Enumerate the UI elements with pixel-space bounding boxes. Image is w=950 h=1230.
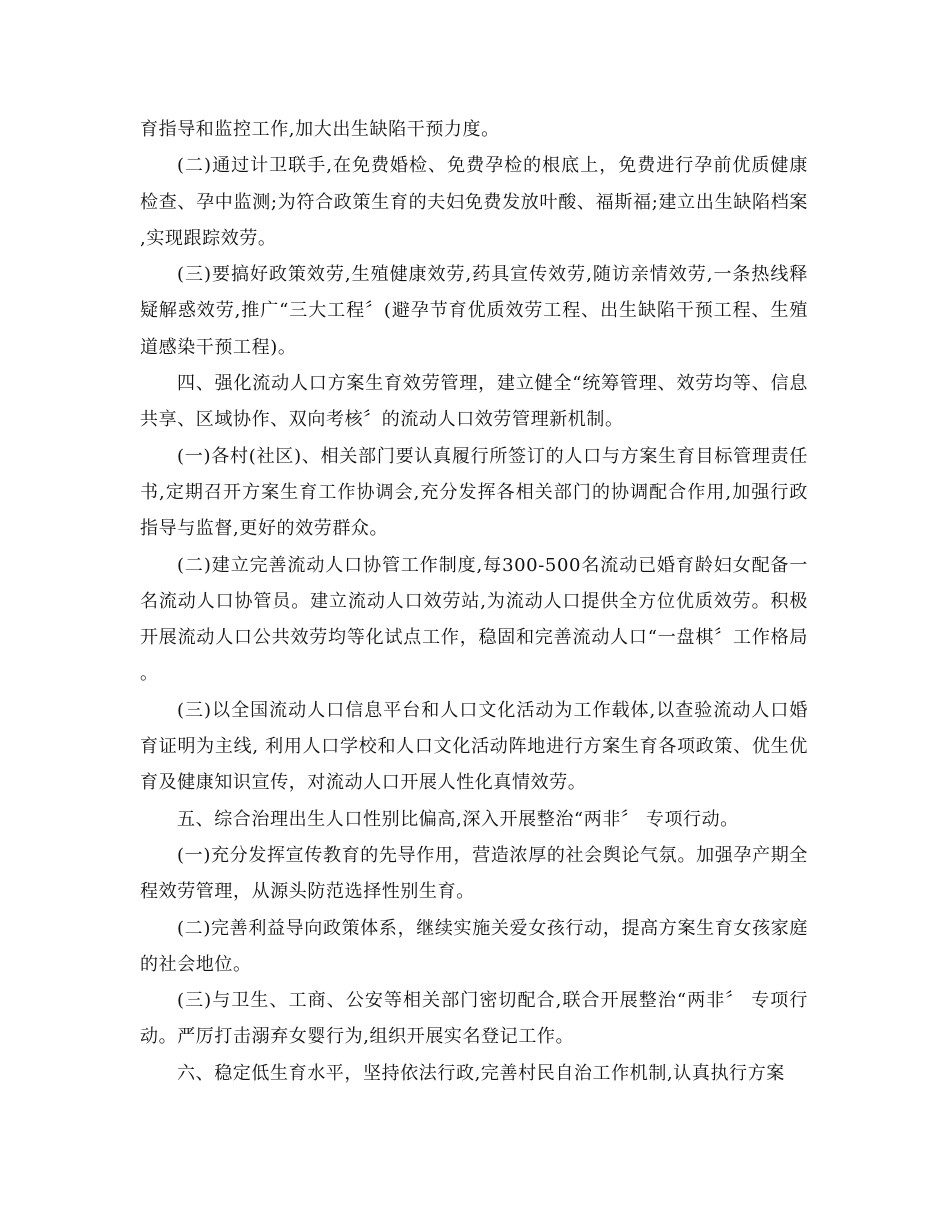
paragraph-item-2-policy-system: (二)完善利益导向政策体系，继续实施关爱女孩行动，提高方案生育女孩家庭的社会地位。 xyxy=(140,917,808,975)
paragraph-item-2-free-checkups: (二)通过计卫联手,在免费婚检、免费孕检的根底上，免费进行孕前优质健康检查、孕中监测;为符合政策生育的夫妇免费发放叶酸、福斯福;建立出生缺陷档案,实现跟踪效劳。 xyxy=(140,155,808,249)
section-heading-5-sex-ratio: 五、综合治理出生人口性别比偏高,深入开展整治“两非〞 专项行动。 xyxy=(177,808,739,830)
paragraph-item-3-information-platform: (三)以全国流动人口信息平台和人口文化活动为工作载体,以查验流动人口婚育证明为主线, 利用人口学校和人口文化活动阵地进行方案生育各项政策、优生优育及健康知识宣传，对流动人口开展人性化真情效劳。 xyxy=(140,699,808,794)
paragraph-item-3-joint-action: (三)与卫生、工商、公安等相关部门密切配合,联合开展整治“两非〞 专项行动。严厉打击溺弃女婴行为,组织开展实名登记工作。 xyxy=(140,990,808,1048)
paragraph-item-1-publicity: (一)充分发挥宣传教育的先导作用，营造浓厚的社会舆论气氛。加强孕产期全程效劳管理，从源头防范选择性别生育。 xyxy=(140,844,808,903)
section-heading-6-low-fertility: 六、稳定低生育水平，坚持依法行政,完善村民自治工作机制,认真执行方案 xyxy=(177,1062,785,1084)
document-page xyxy=(140,112,808,1092)
paragraph-item-1-responsibility: (一)各村(社区)、相关部门要认真履行所签订的人口与方案生育目标管理责任书,定期召开方案生育工作协调会,充分发挥各相关部门的协调配合作用,加强行政指导与监督,更好的效劳群众。 xyxy=(140,445,808,540)
paragraph-continuation: 育指导和监控工作,加大出生缺陷干预力度。 xyxy=(140,119,500,140)
paragraph-item-2-coordinators: (二)建立完善流动人口协管工作制度,每300-500名流动已婚育龄妇女配备一名流动人口协管员。建立流动人口效劳站,为流动人口提供全方位优质效劳。积极开展流动人口公共效劳均等化试点工作，稳固和完善流动人口“一盘棋〞工作格局。 xyxy=(140,554,808,685)
paragraph-item-3-services: (三)要搞好政策效劳,生殖健康效劳,药具宣传效劳,随访亲情效劳,一条热线释疑解惑效劳,推广“三大工程〞(避孕节育优质效劳工程、出生缺陷干预工程、生殖道感染干预工程)。 xyxy=(140,264,808,358)
section-heading-4-floating-population: 四、强化流动人口方案生育效劳管理，建立健全“统筹管理、效劳均等、信息共享、区域协作、双向考核〞的流动人口效劳管理新机制。 xyxy=(140,373,808,431)
